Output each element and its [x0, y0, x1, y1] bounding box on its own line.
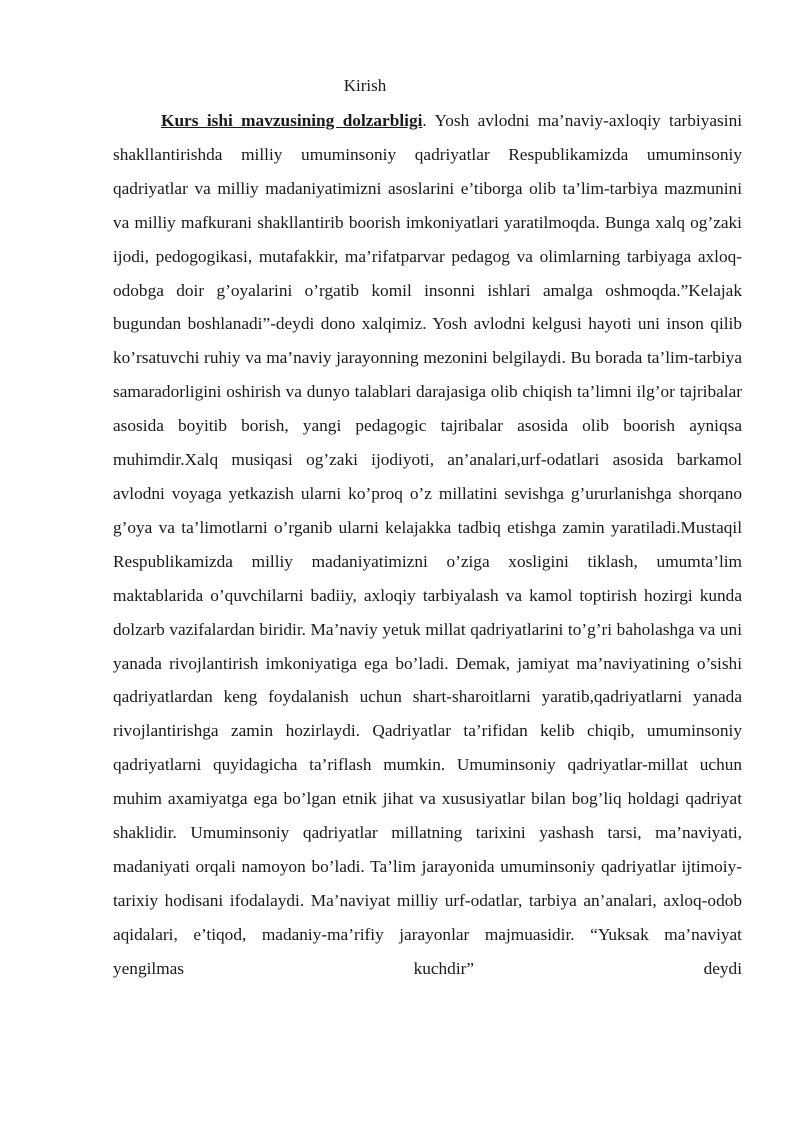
body-paragraph	[113, 104, 742, 986]
paragraph-text: Yosh avlodni ma’naviy-axloqiy tarbiyasini shakllantirishda milliy umuminsoniy qadriyatlar Respublikamizda umuminsoniy qadriyatlar va milliy madaniyatimizni asoslarini e’tiborga olib ta’lim-tarbiya mazmunini va milliy mafkurani shakllantirib boorish imkoniyatlari yaratilmoqda. Bunga xalq og’zaki ijodi, pedogogikasi, mutafakkir, ma’rifatparvar pedagog va olimlarning tarbiyaga axloq-odobga doir g’oyalarini o’rgatib komil insonni ishlari amalga oshmoqda.”Kelajak bugundan boshlanadi”-deydi dono xalqimiz. Yosh avlodni kelgusi hayoti uni inson qilib ko’rsatuvchi ruhiy va ma’naviy jarayonning mezonini belgilaydi. Bu borada ta’lim-tarbiya samaradorligini oshirish va dunyo talablari darajasiga olib chiqish ta’limni ilg’or tajribalar asosida boyitib borish, yangi pedagogic tajribalar asosida olib boorish ayniqsa muhimdir.Xalq musiqasi og’zaki ijodiyoti, an’analari,urf-odatlari asosida barkamol avlodni voyaga yetkazish ularni ko’proq o’z millatini sevishga g’ururlanishga shorqano g’oya va ta’limotlarni o’rganib ularni kelajakka tadbiq etishga zamin yaratiladi.Mustaqil Respublikamizda milliy madaniyatimizni o’ziga xosligini tiklash, umumta’lim maktablarida o’quvchilarni badiiy, axloqiy tarbiyalash va kamol toptirish hozirgi kunda dolzarb vazifalardan biridir. Ma’naviy yetuk millat qadriyatlarini to’g’ri baholashga va uni yanada rivojlantirish imkoniyatiga ega bo’ladi. Demak, jamiyat ma’naviyatining o’sishi qadriyatlardan keng foydalanish uchun shart-sharoitlarni yaratib,qadriyatlarni yanada rivojlantirishga zamin hozirlaydi. Qadriyatlar ta’rifidan kelib chiqib, umuminsoniy qadriyatlarni quyidagicha ta’riflash mumkin. Umuminsoniy qadriyatlar-millat uchun muhim axamiyatga ega bo’lgan etnik jihat va xususiyatlar bilan bog’liq holdagi qadriyat shaklidir. Umuminsoniy qadriyatlar millatning tarixini yashash tarsi, ma’naviyati, madaniyati orqali namoyon bo’ladi. Ta’lim jarayonida umuminsoniy qadriyatlar ijtimoiy-tarixiy hodisani ifodalaydi. Ma’naviyat milliy urf-odatlar, tarbiya an’analari, axloq-odob aqidalari, e’tiqod, madaniy-ma’rifiy jarayonlar majmuasidir. “Yuksak ma’naviyat yengilmas kuchdir” deydi	[113, 111, 743, 978]
section-heading: Kirish	[343, 76, 387, 95]
lead-punctuation: .	[422, 111, 427, 130]
lead-phrase: Kurs ishi mavzusining dolzarbligi	[161, 111, 423, 130]
